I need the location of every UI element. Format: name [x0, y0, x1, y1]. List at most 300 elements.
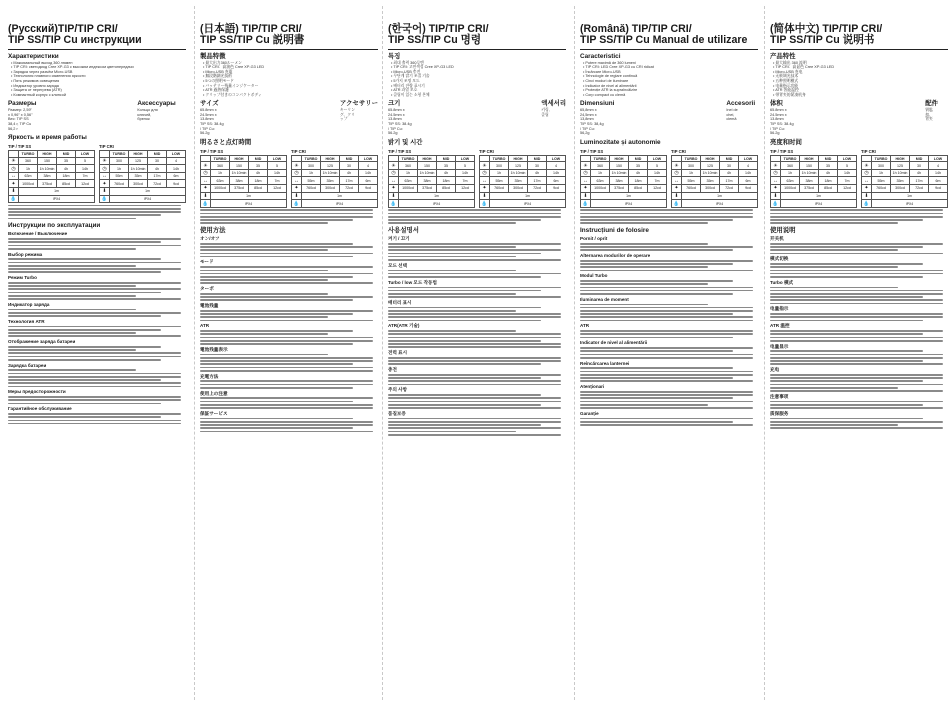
table-cell: IPX4: [682, 200, 758, 208]
table-cell: 375cd: [230, 185, 249, 193]
table-cell: MID: [249, 155, 268, 162]
distance-icon: ↔: [100, 172, 110, 180]
table-b-label: TIP CRI: [99, 144, 114, 150]
section-heading: Выбор режима: [8, 251, 43, 257]
feature-item: • 클립이 있는 소형 본체: [391, 93, 566, 98]
dimensions-block: [580, 97, 758, 136]
table-cell: 35m: [321, 177, 340, 185]
distance-icon: ↔: [292, 177, 302, 185]
table-cell: 150: [610, 162, 629, 170]
table-cell: 125: [321, 162, 340, 170]
table-cell: 360: [19, 157, 38, 165]
table-cell: 5: [838, 162, 857, 170]
distance-icon: ↔: [672, 177, 682, 185]
section-heading: 注意事项: [770, 393, 789, 399]
lumens-row: [9, 157, 95, 165]
table-cell: 9cd: [359, 185, 378, 193]
distance-row: [9, 172, 95, 180]
table-cell: 1000cd: [19, 180, 38, 188]
impact-icon: ⬇: [771, 192, 781, 200]
impact-row: [672, 192, 758, 200]
section-heading: Pornit / oprit: [580, 235, 608, 241]
table-cell: 125: [509, 162, 528, 170]
feature-item: • Micro-USB 충전: [391, 70, 566, 75]
dimensions-heading: Dimensiuni: [580, 100, 615, 108]
section-heading: Reîncărcarea lanternei: [580, 360, 630, 366]
instructions-heading: Instrucțiuni de folosire: [580, 226, 649, 234]
instructions-heading: 使用说明: [770, 226, 796, 234]
title-line-2: TIP SS/TIP Cu Manual de utilizare: [580, 34, 748, 47]
runtime-icon: ◷: [581, 169, 591, 177]
table-cell: TURBO: [110, 151, 129, 158]
table-cell: 1h: [211, 169, 230, 177]
table-notes: [580, 209, 758, 224]
accessories-heading: 配件: [925, 100, 938, 108]
table-cell: 125: [129, 157, 148, 165]
intensity-row: [389, 185, 475, 193]
table-cell: 4h: [819, 169, 838, 177]
table-cell: 6m: [739, 177, 758, 185]
runtime-row: [480, 169, 566, 177]
intensity-icon: ✦: [9, 180, 19, 188]
runtime-row: [201, 169, 287, 177]
table-cell: 4: [167, 157, 186, 165]
feature-item: • Încărcare Micro-USB: [583, 70, 758, 75]
table-cell: 38m: [800, 177, 819, 185]
table-notes: [8, 205, 186, 220]
intensity-icon: ✦: [100, 180, 110, 188]
feature-item: • ATR 과열 보호: [391, 88, 566, 93]
section-body: [8, 258, 186, 273]
impact-row: [100, 188, 186, 196]
table-cell: LOW: [167, 151, 186, 158]
runtime-table-a: [770, 155, 857, 208]
instructions-heading: 사용설명서: [388, 226, 419, 234]
table-cell: 5: [648, 162, 667, 170]
feature-item: • クリップ付きのコンパクトボディ: [203, 93, 378, 98]
brightness-tables: [8, 142, 186, 203]
table-cell: 300cd: [701, 185, 720, 193]
table-cell: 1m: [211, 192, 287, 200]
impact-icon: ⬇: [862, 192, 872, 200]
table-cell: 63m: [591, 177, 610, 185]
table-cell: 14h: [268, 169, 287, 177]
feature-item: • TIP CRI：高显色 Cree XP-G3 LED: [773, 65, 948, 70]
table-cell: 300: [110, 157, 129, 165]
dimensions-heading: Размеры: [8, 100, 37, 108]
distance-icon: ↔: [862, 177, 872, 185]
waterproof-row: [201, 200, 287, 208]
section-heading: Технология ATR: [8, 318, 45, 324]
table-cell: 6m: [167, 172, 186, 180]
brightness-table-heading: 밝기 및 시간: [388, 138, 423, 146]
section-body: [200, 266, 378, 284]
table-cell: HIGH: [230, 155, 249, 162]
table-cell: 1000cd: [211, 185, 230, 193]
table-cell: 9cd: [547, 185, 566, 193]
table-cell: 1m: [110, 188, 186, 196]
table-cell: 14h: [456, 169, 475, 177]
section-body: [8, 326, 186, 337]
table-cell: 300: [490, 162, 509, 170]
section-body: [580, 304, 758, 322]
feature-item: • Tehnologie de reglare continuă: [583, 74, 758, 79]
table-cell: LOW: [739, 155, 758, 162]
column-title: [8, 24, 186, 50]
table-cell: 1h 10min: [418, 169, 437, 177]
section-heading: Отображение заряда батареи: [8, 339, 76, 345]
table-cell: 7m: [268, 177, 287, 185]
impact-icon: ⬇: [480, 192, 490, 200]
table-cell: MID: [629, 155, 648, 162]
feature-item: • 최대 출력 360루멘: [391, 61, 566, 66]
table-cell: 85cd: [57, 180, 76, 188]
features-heading: Характеристики: [8, 52, 59, 60]
table-cell: 72cd: [910, 185, 929, 193]
table-cell: IPX4: [781, 200, 857, 208]
table-cell: 72cd: [340, 185, 359, 193]
table-cell: 360: [781, 162, 800, 170]
table-cell: 150: [38, 157, 57, 165]
section-heading: ATR 温控: [770, 323, 790, 329]
section-body: [580, 367, 758, 382]
table-cell: LOW: [268, 155, 287, 162]
waterproof-row: [292, 200, 378, 208]
table-cell: 38m: [230, 177, 249, 185]
intensity-row: [581, 185, 667, 193]
table-cell: 300: [682, 162, 701, 170]
column-divider: [574, 6, 575, 700]
distance-icon: ↔: [201, 177, 211, 185]
table-cell: 360: [399, 162, 418, 170]
column-title: [580, 24, 758, 50]
table-a-label: TIP / TIP SS: [580, 148, 604, 154]
table-cell: 7m: [648, 177, 667, 185]
table-cell: MID: [437, 155, 456, 162]
feature-item: • 五种照明模式: [773, 79, 948, 84]
accessories-heading: 액세서리: [541, 100, 566, 108]
runtime-icon: ◷: [771, 169, 781, 177]
section-heading: Modul Turbo: [580, 273, 608, 279]
table-cell: 6m: [547, 177, 566, 185]
table-cell: IPX4: [19, 195, 95, 203]
impact-icon: ⬇: [389, 192, 399, 200]
runtime-icon: ◷: [862, 169, 872, 177]
section-heading: Индикатор заряда: [8, 301, 50, 307]
feature-item: • 最大输出 360 流明: [773, 61, 948, 66]
instructions-heading: 使用方法: [200, 226, 226, 234]
features-list: [388, 61, 566, 97]
table-cell: 1m: [682, 192, 758, 200]
table-cell: 4h: [148, 165, 167, 173]
runtime-row: [862, 169, 948, 177]
lumens-row: [100, 157, 186, 165]
language-column-korean: [388, 8, 566, 700]
table-cell: 1h: [19, 165, 38, 173]
title-line-1: (Русский)TIP/TIP CRI/: [8, 23, 118, 35]
table-cell: 17m: [910, 177, 929, 185]
table-cell: 12cd: [838, 185, 857, 193]
impact-row: [771, 192, 857, 200]
table-cell: IPX4: [399, 200, 475, 208]
section-body: [200, 310, 378, 321]
table-cell: 4h: [629, 169, 648, 177]
table-cell: 1000cd: [591, 185, 610, 193]
section-body: [770, 350, 948, 365]
waterproof-icon: 💧: [772, 200, 779, 207]
feature-item: • 带背夹的紧凑机身: [773, 93, 948, 98]
distance-row: [480, 177, 566, 185]
title-line-2: TIP SS/TIP Cu 说明书: [770, 34, 875, 47]
impact-icon: ⬇: [581, 192, 591, 200]
section-body: [388, 418, 566, 436]
section-body: [580, 391, 758, 409]
table-cell: MID: [148, 151, 167, 158]
runtime-table-b: [671, 155, 758, 208]
impact-icon: ⬇: [292, 192, 302, 200]
section-body: [200, 330, 378, 345]
section-body: [770, 374, 948, 392]
waterproof-icon: 💧: [10, 195, 17, 202]
dimensions-block: [770, 97, 948, 136]
section-heading: ターボ: [200, 286, 214, 292]
table-cell: 7m: [76, 172, 95, 180]
table-cell: 12cd: [76, 180, 95, 188]
table-cell: 4h: [437, 169, 456, 177]
feature-item: • TIP CRI: светодиод Cree XP-G3 с высоким индексом цветопередачи: [11, 65, 186, 70]
dimensions-block: [8, 97, 186, 131]
section-body: [8, 346, 186, 361]
runtime-table-a: [580, 155, 667, 208]
waterproof-icon: 💧: [582, 200, 589, 207]
table-cell: 14h: [739, 169, 758, 177]
waterproof-icon: 💧: [293, 200, 300, 207]
table-cell: 35: [819, 162, 838, 170]
distance-icon: ↔: [771, 177, 781, 185]
table-cell: 18m: [629, 177, 648, 185]
table-cell: 300cd: [129, 180, 148, 188]
table-cell: 300: [872, 162, 891, 170]
table-cell: 35m: [891, 177, 910, 185]
table-cell: 4h: [528, 169, 547, 177]
intensity-icon: ✦: [672, 185, 682, 193]
section-body: [580, 347, 758, 358]
language-column-japanese: [200, 8, 378, 700]
table-cell: 1000cd: [399, 185, 418, 193]
table-a-label: TIP / TIP SS: [8, 144, 32, 150]
instruction-sections: [770, 236, 948, 429]
section-body: [200, 380, 378, 388]
impact-row: [862, 192, 948, 200]
accessories-text: Inel de chei, clemă: [726, 108, 738, 122]
accessories-heading: Accesorii: [726, 100, 756, 108]
waterproof-row: [862, 200, 948, 208]
table-cell: 55m: [110, 172, 129, 180]
feature-item: • Зарядка через разъём Micro-USB: [11, 70, 186, 75]
dimensions-heading: 体积: [770, 100, 783, 108]
brightness-tables: [770, 147, 948, 208]
table-cell: IPX4: [872, 200, 948, 208]
brightness-table-heading: Luminozitate și autonomie: [580, 138, 661, 146]
feature-item: • 无极调光技术: [773, 74, 948, 79]
intensity-row: [201, 185, 287, 193]
table-cell: 5: [456, 162, 475, 170]
lumens-row: [389, 162, 475, 170]
table-cell: 375cd: [38, 180, 57, 188]
table-cell: 1h 10min: [230, 169, 249, 177]
table-cell: HIGH: [321, 155, 340, 162]
features-heading: 产品特性: [770, 52, 796, 60]
impact-icon: ⬇: [9, 188, 19, 196]
section-heading: 켜기 / 끄기: [388, 235, 410, 241]
section-heading: Turbo 模式: [770, 279, 794, 285]
table-cell: 35m: [701, 177, 720, 185]
runtime-table-b: [291, 155, 378, 208]
table-cell: IPX4: [591, 200, 667, 208]
table-cell: 1m: [19, 188, 95, 196]
title-line-2: TIP SS/TIP Cu инструкции: [8, 34, 142, 47]
section-body: [580, 260, 758, 271]
distance-row: [771, 177, 857, 185]
section-heading: 电量显示: [770, 343, 789, 349]
distance-row: [581, 177, 667, 185]
runtime-row: [100, 165, 186, 173]
runtime-icon: ◷: [9, 165, 19, 173]
table-cell: 300cd: [321, 185, 340, 193]
table-cell: LOW: [456, 155, 475, 162]
lumens-row: [862, 162, 948, 170]
table-cell: 18m: [437, 177, 456, 185]
table-cell: MID: [819, 155, 838, 162]
table-cell: 72cd: [720, 185, 739, 193]
table-cell: 72cd: [148, 180, 167, 188]
table-cell: 4: [929, 162, 948, 170]
table-cell: 760cd: [872, 185, 891, 193]
table-cell: 1m: [591, 192, 667, 200]
table-cell: 760cd: [302, 185, 321, 193]
title-line-1: (Română) TIP/TIP CRI/: [580, 23, 692, 35]
features-list: [200, 61, 378, 97]
waterproof-row: [480, 200, 566, 208]
table-cell: 1m: [872, 192, 948, 200]
table-cell: 35: [629, 162, 648, 170]
lumens-row: [201, 162, 287, 170]
dimensions-heading: 크기: [388, 100, 401, 108]
section-heading: 开关机: [770, 235, 784, 241]
section-body: [200, 418, 378, 433]
table-cell: 17m: [148, 172, 167, 180]
impact-row: [581, 192, 667, 200]
runtime-row: [672, 169, 758, 177]
intensity-row: [100, 180, 186, 188]
distance-row: [201, 177, 287, 185]
table-cell: HIGH: [418, 155, 437, 162]
instruction-sections: [8, 231, 186, 424]
table-cell: 14h: [547, 169, 566, 177]
table-cell: LOW: [359, 155, 378, 162]
table-cell: 1h: [399, 169, 418, 177]
lumens-icon: ☀: [201, 162, 211, 170]
runtime-table-a: [8, 150, 95, 203]
table-cell: 4h: [249, 169, 268, 177]
waterproof-row: [581, 200, 667, 208]
distance-icon: ↔: [480, 177, 490, 185]
section-body: [388, 287, 566, 298]
accessories-text: 钥匙扣、背夹: [925, 108, 933, 122]
table-cell: 85cd: [819, 185, 838, 193]
table-cell: 5: [76, 157, 95, 165]
section-body: [388, 307, 566, 322]
table-cell: 375cd: [800, 185, 819, 193]
section-body: [770, 313, 948, 321]
accessories-heading: アクセサリー: [339, 100, 378, 108]
table-cell: MID: [528, 155, 547, 162]
feature-item: • 电量指示功能: [773, 84, 948, 89]
table-cell: TURBO: [19, 151, 38, 158]
lumens-row: [480, 162, 566, 170]
table-cell: 360: [591, 162, 610, 170]
table-cell: HIGH: [891, 155, 910, 162]
impact-row: [389, 192, 475, 200]
table-a-label: TIP / TIP SS: [770, 148, 794, 154]
section-heading: Indicator de nivel al alimentării: [580, 340, 648, 346]
runtime-table-b: [479, 155, 566, 208]
features-list: [770, 61, 948, 97]
table-cell: LOW: [929, 155, 948, 162]
section-body: [770, 263, 948, 278]
table-cell: 1h 10min: [321, 169, 340, 177]
waterproof-row: [672, 200, 758, 208]
features-heading: 製品特徴: [200, 52, 226, 60]
table-cell: 14h: [167, 165, 186, 173]
table-cell: HIGH: [38, 151, 57, 158]
accessories-text: Кольцо для ключей, брелок: [137, 108, 158, 122]
table-b-label: TIP CRI: [671, 148, 686, 154]
lumens-icon: ☀: [9, 157, 19, 165]
waterproof-row: [9, 195, 95, 203]
dimensions-text: 65.8mm x 24.5mm x 13.8mm TIP SS: 38.4g / TIP Cu: 56.2g: [200, 108, 224, 136]
column-title: [770, 24, 948, 50]
instruction-sections: [200, 236, 378, 432]
table-cell: HIGH: [509, 155, 528, 162]
feature-item: • 배터리 잔량 표시기: [391, 84, 566, 89]
table-cell: 14h: [929, 169, 948, 177]
section-heading: 電池残量表示: [200, 346, 228, 352]
table-cell: HIGH: [129, 151, 148, 158]
section-heading: Зарядка батареи: [8, 362, 47, 368]
table-cell: MID: [340, 155, 359, 162]
table-cell: TURBO: [872, 155, 891, 162]
instructions-heading: Инструкции по эксплуатации: [8, 222, 101, 230]
lumens-row: [672, 162, 758, 170]
runtime-icon: ◷: [292, 169, 302, 177]
table-cell: HIGH: [610, 155, 629, 162]
intensity-row: [862, 185, 948, 193]
table-cell: 30: [910, 162, 929, 170]
runtime-row: [389, 169, 475, 177]
table-cell: TURBO: [781, 155, 800, 162]
table-cell: MID: [720, 155, 739, 162]
table-cell: TURBO: [682, 155, 701, 162]
table-cell: 85cd: [629, 185, 648, 193]
runtime-row: [292, 169, 378, 177]
section-heading: Гарантийное обслуживание: [8, 406, 72, 412]
section-body: [8, 238, 186, 249]
table-cell: 1h 10min: [38, 165, 57, 173]
feature-item: • Максимальный выход 360 люмен: [11, 61, 186, 66]
language-column-chinese: [770, 8, 948, 700]
section-heading: 품질보증: [388, 410, 406, 416]
